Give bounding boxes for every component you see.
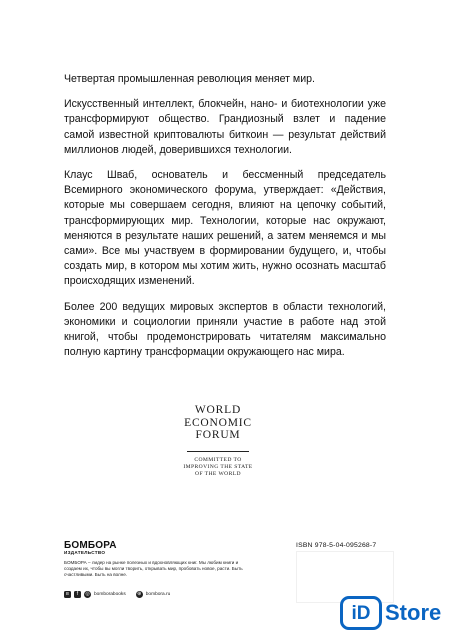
description-text	[64, 72, 386, 370]
wef-logo-divider	[187, 451, 249, 452]
publisher-logo: БОМБОРА	[64, 540, 117, 551]
wef-tagline-1: COMMITTED TO	[194, 456, 242, 463]
publisher-website[interactable]: bombora.ru	[145, 591, 171, 597]
store-logo-word: Store	[385, 600, 442, 625]
store-logo-mark-text: iD	[351, 602, 371, 624]
publisher-social-links	[64, 590, 170, 598]
wef-logo-line-1: WORLD	[194, 404, 242, 416]
isbn-number: ISBN 978-5-04-095268-7	[296, 542, 377, 549]
wef-tagline-3: OF THE WORLD	[195, 470, 241, 477]
paragraph-3: Клаус Шваб, основатель и бессменный председатель Всемирного экономического форума, утверждает: «Действия, которые мы совершаем сегодня, влияют на цепочку событий, трансформирующих мир. Технологии, которые нас окружают, меняются в результате наших решений, а затем меняемся и мы сами». Все мы участвуем в формировании будущего, и, чтобы создать мир, в котором мы хотим жить, нужно осознать масштаб происходящих изменений.	[64, 169, 386, 288]
paragraph-1: Четвертая промышленная революция меняет мир.	[64, 73, 315, 85]
store-watermark	[340, 594, 441, 632]
store-logo-mark	[340, 596, 382, 630]
paragraph-2: Искусственный интеллект, блокчейн, нано- и биотехнологии уже трансформируют общество. Грандиозный взлет и падение самой известной криптовалюты биткоин — результат действий миллионов людей, доверившихся технологии.	[64, 98, 386, 156]
publisher-subtitle: ИЗДАТЕЛЬСТВО	[64, 550, 106, 555]
wef-logo-line-2: ECONOMIC	[184, 416, 252, 429]
vk-icon: в	[64, 591, 71, 598]
wef-tagline-2: IMPROVING THE STATE	[183, 463, 253, 470]
social-handle[interactable]: bomborabooks	[94, 591, 126, 597]
paragraph-4: Более 200 ведущих мировых экспертов в области технологий, экономики и социологии приняли участие в работе над этой книгой, чтобы продемонстрировать читателям максимально полную картину трансформации окружающего нас мира.	[64, 300, 386, 359]
globe-icon: ⊕	[137, 590, 142, 597]
publisher-tagline: БОМБОРА – лидер на рынке полезных и вдохновляющих книг. Мы любим книги и создаем их, чтобы вы могли творить, открывать мир, пробовать новое, расти. Быть счастливыми. Быть на волне.	[64, 560, 243, 578]
wef-logo	[170, 404, 266, 478]
facebook-icon: f	[74, 591, 81, 598]
wef-logo-line-3: FORUM	[195, 429, 241, 441]
instagram-icon: ◎	[85, 590, 90, 597]
